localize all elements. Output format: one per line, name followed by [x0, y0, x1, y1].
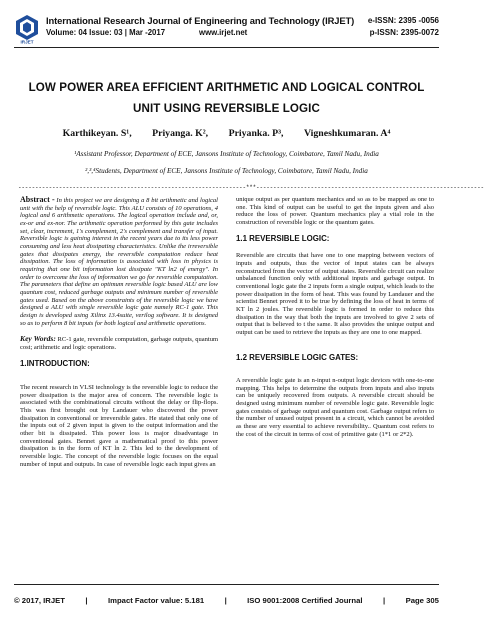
footer-impact: Impact Factor value: 5.181	[108, 596, 205, 605]
right-column	[236, 196, 434, 438]
website-text: www.irjet.net	[199, 28, 248, 37]
footer-divider: |	[224, 596, 227, 605]
section-1-1-heading: 1.1 REVERSIBLE LOGIC:	[236, 233, 330, 243]
section-1-1-text: Reversible are circuits that have one to one mapping between vectors of inputs and outputs, thus the vector of input states can be always reconstructed from the vector of output states. Reversible circuit can realize unbalanced function only with additional inputs and garbage output. In conventional logic gate the 2 inputs form a single output, which leads to the power dissipation in the form of heat. This was found by Landauer and the scientist Bennet proved it to be true by defining the loss of heat in terms of KT ln 2 joules. The reversible logic is formed in order to reduce this dissipation in the way that both the inputs are involved to give 2 sets of output that is believed to t the same. It also provides the unique output and output can be used to retrieve the inputs as they are one to one mapped.	[236, 252, 434, 336]
keywords-text: RC-1 gate, reversible computation, garbage outputs, quantum cost; arithmetic and logic operations.	[20, 336, 218, 351]
footer-divider: |	[85, 596, 88, 605]
intro-heading: 1.INTRODUCTION:	[20, 359, 90, 369]
affiliation-2: ²,³,⁴Students, Department of ECE, Jansons Institute of Technology, Coimbatore, Tamil Nadu, India	[85, 167, 368, 175]
footer-iso: ISO 9001:2008 Certified Journal	[247, 596, 363, 605]
abstract-label: Abstract -	[20, 195, 55, 204]
right-top-text: unique output as per quantum mechanics and so as to be mapped as one to one. This kind of output can be useful to get the inputs given and also reduce the loss of power. Quantum mechanics play a vital role in the construction of reversible logic or the quantum gates.	[236, 196, 434, 226]
left-column	[20, 196, 218, 468]
header-rule	[14, 47, 439, 48]
section-1-2-text: A reversible logic gate is an n-input n-output logic devices with one-to-one mapping. This helps to determine the outputs from inputs and also inputs can be uniquely recovered from outputs. A reversible circuit should be designed using minimum number of reversible logic gate. Reversible logic gates consists of garbage output and quantum cost. Garbage output refers to the number of unused output present in a circuit, which cannot be avoided as these are very essential to achieve reversibility.. Quantum cost refers to the cost of the circuit in terms of cost of primitive gate (1*1 or 2*2).	[236, 377, 434, 438]
issn-block	[368, 15, 439, 39]
affiliation-1: ¹Assistant Professor, Department of ECE, Jansons Institute of Technology, Coimbatore, Tamil Nadu, India	[74, 150, 379, 158]
keywords-label: Key Words:	[20, 334, 56, 344]
page-footer	[14, 596, 439, 605]
author-4: Vigneshkumaran. A⁴	[303, 128, 391, 139]
volume-issue	[46, 28, 281, 37]
section-separator: -------------------------------------------------------------------***-------------------------------------------------------------------	[18, 184, 484, 191]
eissn: e-ISSN: 2395 -0056	[367, 16, 439, 25]
journal-name: International Research Journal of Engineering and Technology (IRJET)	[46, 15, 355, 26]
title-line-2: UNIT USING REVERSIBLE LOGIC	[133, 102, 320, 115]
pissn: p-ISSN: 2395-0072	[369, 28, 439, 37]
section-1-2-heading: 1.2 REVERSIBLE LOGIC GATES:	[236, 352, 359, 362]
abstract	[20, 196, 218, 327]
title-line-1: LOW POWER AREA EFFICIENT ARITHMETIC AND LOGICAL CONTROL	[28, 81, 425, 94]
footer-rule	[14, 584, 439, 585]
paper-title	[20, 77, 433, 119]
author-1: Karthikeyan. S¹,	[62, 128, 132, 139]
footer-divider: |	[382, 596, 386, 605]
irjet-logo	[14, 14, 40, 44]
logo-text: IRJET	[20, 39, 34, 45]
footer-copyright: © 2017, IRJET	[14, 596, 65, 605]
keywords	[20, 335, 218, 351]
volume-text: Volume: 04 Issue: 03 | Mar -2017	[46, 28, 166, 37]
author-list	[20, 128, 433, 139]
intro-text: The recent research in VLSI technology is the reversible logic to reduce the power dissipation is the major area of concern. The reversible logic is associated with the combinational circuits without the delay or flip-flops. This was first brought out by Landauer who discovered the power dissipation in conventional or irreversible gates. He stated that only one of the inputs out of 2 given input is given to the output information and the other bit is dissipated. This power loss is major disadvantage in conventional gates. Bennet gave a mathematical proof to this power dissipation is in the form of KT ln 2. This led to the development of reversible logic. The concept of the reversible logic focuses on the equal number of input and outputs. In case of reversible logic each input gives an	[20, 384, 218, 468]
footer-page: Page 305	[405, 596, 439, 605]
author-3: Priyanka. P³,	[228, 128, 284, 139]
abstract-text: In this project we are designing a 8 bit arithmetic and logical unit with the help of reversible logic. This ALU consists of 10 operations, 4 logical and 6 arithmetic operations. The logical operation include and, or, ex-or and ex-nor. The arithmetic operation performed by this gate includes set, clear, increment, 1's complement, 2's complement and transfer of input. Reversible logic is gaining interest in the recent years due to its less power consuming and less heat dissipating characteristics. Unlike the irreversible gates that dissipates energy, the reversible computation reduce heat dissipation. The loss of information is associated with loss in physics is requiring that one bit information lost dissipate "KT ln2 of energy". In order to overcome the loss of information we go for reversible computation. The parameters that define an optimum reversible logic based ALU are low quantum cost, reduced garbage outputs and minimum number of reversible gates used. Based on the above constraints of the reversible logic we have designed a ALU with single reversible logic gate namely RC-1 gate. This design is developed using Xilinx 13.4suite, verilog software. It is designed so as to perform 8 bit inputs for both logical and arithmetic operations.	[20, 197, 218, 327]
author-2: Priyanga. K²,	[152, 128, 209, 139]
journal-header	[14, 14, 439, 44]
